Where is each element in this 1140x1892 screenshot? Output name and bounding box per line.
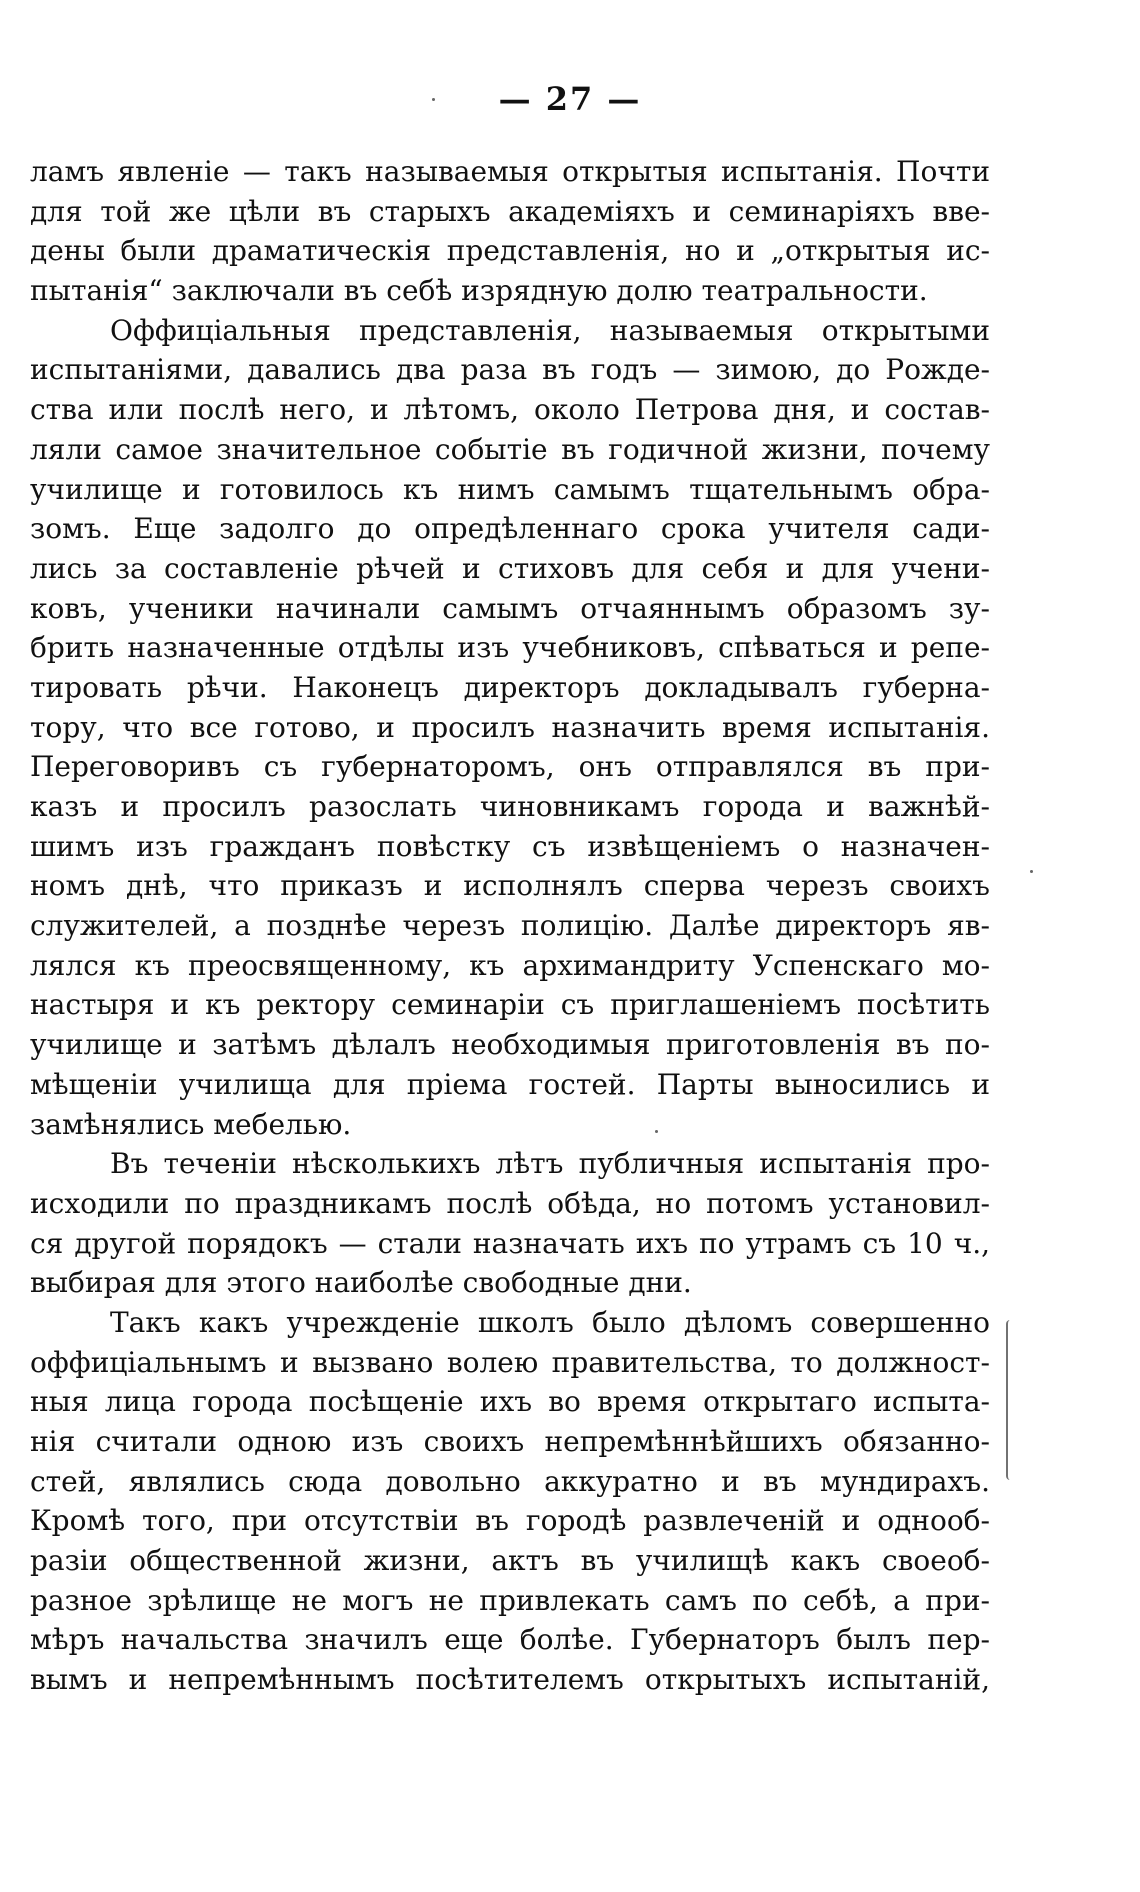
text-line: Переговоривъ съ губернаторомъ, онъ отправлялся въ при- bbox=[30, 750, 990, 784]
text-line: казъ и просилъ разослать чиновникамъ города и важнѣй- bbox=[30, 790, 990, 823]
text-line: ся другой порядокъ — стали назначать ихъ по утрамъ съ 10 ч., bbox=[30, 1226, 990, 1260]
text-line: разіи общественной жизни, актъ въ училищѣ какъ своеоб- bbox=[30, 1544, 990, 1578]
body-text bbox=[30, 152, 990, 1700]
text-line: училище и затѣмъ дѣлалъ необходимыя приготовленія въ по- bbox=[30, 1028, 990, 1062]
text-line: тировать рѣчи. Наконецъ директоръ докладывалъ губерна- bbox=[30, 670, 990, 704]
text-line: ляли самое значительное событіе въ годичной жизни, почему bbox=[30, 432, 990, 466]
text-line: выбирая для этого наиболѣе свободные дни. bbox=[30, 1266, 692, 1300]
text-line: брить назначенные отдѣлы изъ учебниковъ, спѣваться и репе- bbox=[30, 631, 990, 665]
text-line: номъ днѣ, что приказъ и исполнялъ сперва черезъ своихъ bbox=[30, 869, 990, 903]
text-line: для той же цѣли въ старыхъ академіяхъ и семинаріяхъ вве- bbox=[30, 194, 990, 228]
text-line: зомъ. Еще задолго до опредѣленнаго срока учителя сади- bbox=[30, 512, 990, 546]
text-line: мѣщеніи училища для пріема гостей. Парты выносились и bbox=[30, 1067, 990, 1101]
paper-speck bbox=[655, 1130, 658, 1133]
text-line: ныя лица города посѣщеніе ихъ во время открытаго испыта- bbox=[30, 1385, 990, 1419]
paper-speck bbox=[432, 98, 435, 101]
text-line: тору, что все готово, и просилъ назначить время испытанія. bbox=[30, 710, 990, 744]
text-line: ковъ, ученики начинали самымъ отчаяннымъ образомъ зу- bbox=[30, 591, 990, 625]
text-line: вымъ и непремѣннымъ посѣтителемъ открытыхъ испытаній, bbox=[30, 1663, 990, 1697]
text-line: училище и готовилось къ нимъ самымъ тщательнымъ обра- bbox=[30, 472, 990, 506]
text-line: пытанія“ заключали въ себѣ изрядную долю театральности. bbox=[30, 274, 928, 308]
text-line: шимъ изъ гражданъ повѣстку съ извѣщеніемъ о назначен- bbox=[30, 829, 990, 863]
text-line: Такъ какъ учрежденіе школъ было дѣломъ совершенно bbox=[110, 1305, 990, 1339]
text-line: настыря и къ ректору семинаріи съ приглашеніемъ посѣтить bbox=[30, 988, 990, 1022]
margin-bracket-mark bbox=[1006, 1320, 1014, 1480]
text-line: ства или послѣ него, и лѣтомъ, около Петрова дня, и состав- bbox=[30, 393, 990, 427]
text-line: Кромѣ того, при отсутствіи въ городѣ развлеченій и однооб- bbox=[30, 1504, 990, 1538]
text-line: испытаніями, давались два раза въ годъ — зимою, до Рожде- bbox=[30, 353, 990, 387]
text-line: служителей, а позднѣе черезъ полицію. Далѣе директоръ яв- bbox=[30, 909, 990, 943]
text-line: оффиціальнымъ и вызвано волею правительства, то должност- bbox=[30, 1345, 990, 1379]
text-line: мѣръ начальства значилъ еще болѣе. Губернаторъ былъ пер- bbox=[30, 1623, 990, 1657]
text-line: лялся къ преосвященному, къ архимандриту Успенскаго мо- bbox=[30, 948, 990, 982]
text-line: лись за составленіе рѣчей и стиховъ для себя и для учени- bbox=[30, 551, 990, 585]
text-line: разное зрѣлище не могъ не привлекать самъ по себѣ, а при- bbox=[30, 1583, 990, 1617]
text-line: ламъ явленіе — такъ называемыя открытыя испытанія. Почти bbox=[30, 155, 990, 188]
text-line: Оффиціальныя представленія, называемыя открытыми bbox=[110, 313, 990, 347]
page-number: — 27 — bbox=[498, 80, 642, 118]
text-line: исходили по праздникамъ послѣ обѣда, но потомъ установил- bbox=[30, 1186, 990, 1220]
text-line: замѣнялись мебелью. bbox=[30, 1107, 352, 1141]
paper-speck bbox=[1030, 870, 1033, 873]
text-line: стей, являлись сюда довольно аккуратно и въ мундирахъ. bbox=[30, 1464, 990, 1498]
text-line: Въ теченіи нѣсколькихъ лѣтъ публичныя испытанія про- bbox=[110, 1147, 990, 1181]
text-line: нія считали одною изъ своихъ непремѣннѣйшихъ обязанно- bbox=[30, 1425, 990, 1458]
text-line: дены были драматическія представленія, но и „открытыя ис- bbox=[30, 234, 990, 268]
